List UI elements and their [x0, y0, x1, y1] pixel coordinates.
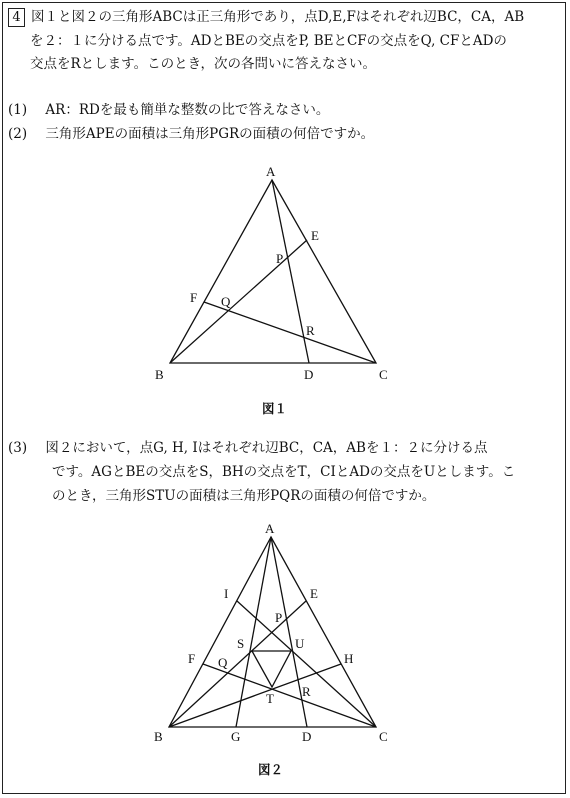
- figure-1-labels: [155, 164, 388, 416]
- fig1-segment-ad: [272, 180, 309, 363]
- fig2-segment-bh: [169, 664, 341, 727]
- fig2-label-i: I: [224, 586, 229, 601]
- fig2-label-s: S: [237, 636, 245, 651]
- question-3-line-3: のとき，三角形STUの面積は三角形PQRの面積の何倍ですか。: [52, 488, 436, 504]
- question-2-label: (2): [8, 126, 28, 142]
- question-3-line-2: です。AGとBEの交点をS，BHの交点をT，CIとADの交点をUとします。こ: [52, 464, 516, 480]
- fig2-label-t: T: [266, 691, 274, 706]
- fig2-label-c: C: [379, 729, 388, 744]
- fig2-caption: 図２: [258, 762, 284, 777]
- problem-intro-line-2: を２：１に分ける点です。ADとBEの交点をP, BEとCFの交点をQ, CFとADの: [30, 33, 507, 49]
- fig1-label-a: A: [266, 164, 276, 179]
- fig2-segment-cf: [203, 664, 376, 727]
- fig2-label-r: R: [302, 684, 311, 699]
- fig1-label-b: B: [155, 367, 164, 382]
- fig2-label-e: E: [310, 586, 318, 601]
- fig2-triangle-stu: [252, 651, 291, 687]
- question-3-line-1: (3) 図２において，点G, H, Iはそれぞれ辺BC，CA，ABを１：２に分ける点: [8, 440, 488, 456]
- figure-1: [170, 180, 376, 363]
- question-1-label: (1): [8, 102, 28, 118]
- fig1-label-p: P: [276, 251, 284, 266]
- fig2-segment-ci: [237, 601, 376, 727]
- problem-number-box: 4: [8, 8, 25, 27]
- fig2-label-f: F: [188, 651, 196, 666]
- fig2-label-p: P: [275, 610, 283, 625]
- fig2-label-q: Q: [218, 655, 228, 670]
- fig2-label-d: D: [302, 729, 312, 744]
- fig1-label-q: Q: [221, 294, 231, 309]
- fig1-label-r: R: [306, 323, 315, 338]
- fig2-label-h: H: [344, 651, 354, 666]
- fig1-label-e: E: [311, 228, 319, 243]
- question-1-text: AR：RDを最も簡単な整数の比で答えなさい。: [45, 102, 330, 118]
- figure-2-labels: [154, 521, 388, 777]
- fig1-segment-cf: [204, 302, 376, 363]
- fig2-label-b: B: [154, 729, 163, 744]
- problem-intro-line-1: 4 図１と図２の三角形ABCは正三角形であり，点D,E,Fはそれぞれ辺BC，CA，AB: [8, 6, 524, 28]
- fig1-label-c: C: [379, 367, 388, 382]
- problem-intro-line-3: 交点をRとします。このとき，次の各問いに答えなさい。: [30, 56, 377, 72]
- fig2-label-g: G: [231, 729, 241, 744]
- question-2-text: 三角形APEの面積は三角形PGRの面積の何倍ですか。: [45, 126, 375, 142]
- fig1-caption: 図１: [262, 401, 288, 416]
- fig1-label-f: F: [190, 290, 198, 305]
- question-3-label: (3): [8, 440, 28, 456]
- fig2-label-a: A: [265, 521, 275, 536]
- fig2-label-u: U: [295, 636, 305, 651]
- fig1-label-d: D: [304, 367, 314, 382]
